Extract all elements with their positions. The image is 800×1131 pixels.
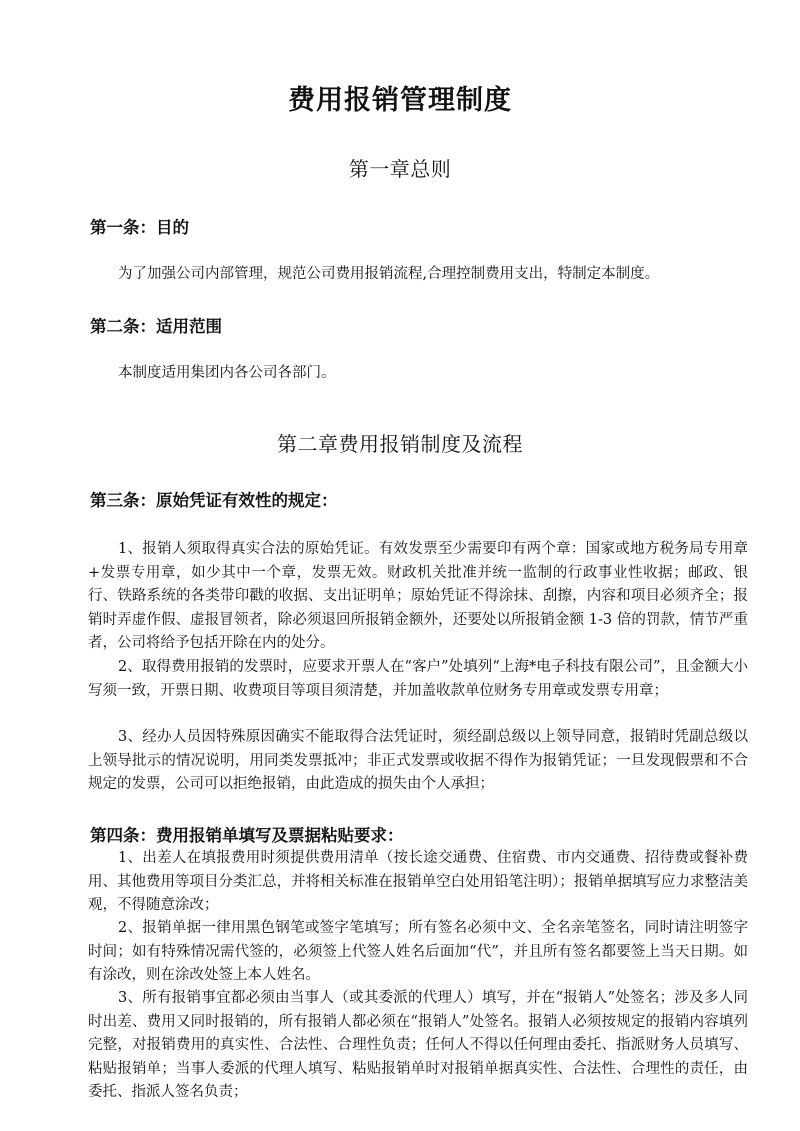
chapter-2-title: 第二章费用报销制度及流程 [277, 432, 523, 456]
article-4-item-3: 3、所有报销事宜都必须由当事人（或其委派的代理人）填写，并在“报销人”处签名；涉及多人同时出差、费用又同时报销的，所有报销人都必须在“报销人”处签名。报销人必须按规定的报销内容填列完整，对报销费用的真实性、合法性、合理性负责；任何人不得以任何理由委托、指派财务人员填写、粘贴报销单；当事人委派的代理人填写、粘贴报销单时对报销单据真实性、合法性、合理性的责任，由委托、指派人签名负责； [88, 990, 748, 1100]
article-2-text: 本制度适用集团内各公司各部门。 [118, 365, 336, 381]
article-1-heading: 第一条：目的 [90, 218, 189, 237]
article-3-item-1: 1、报销人须取得真实合法的原始凭证。有效发票至少需要印有两个章：国家或地方税务局专用章+发票专用章，如少其中一个章，发票无效。财政机关批准并统一监制的行政事业性收据；邮政、银行、铁路系统的各类带印戳的收据、支出证明单；原始凭证不得涂抹、刮擦，内容和项目必须齐全；报销时弄虚作假、虚报冒领者，除必须退回所报销金额外，还要处以所报销金额 1-3 倍的罚款，情节严重者，公司将给予包括开除在内的处分。 [88, 541, 748, 651]
article-3-heading: 第三条：原始凭证有效性的规定： [90, 491, 338, 510]
article-4-item-1: 1、出差人在填报费用时须提供费用清单（按长途交通费、住宿费、市内交通费、招待费或餐补费用、其他费用等项目分类汇总，并将相关标准在报销单空白处用铅笔注明）；报销单据填写应力求整洁美观，不得随意涂改； [88, 850, 748, 913]
document-title: 费用报销管理制度 [288, 85, 512, 116]
article-3-item-2: 2、取得费用报销的发票时，应要求开票人在“客户”处填列“上海*电子科技有限公司”，且金额大小写须一致，开票日期、收费项目等项目须清楚，并加盖收款单位财务专用章或发票专用章； [88, 659, 748, 699]
article-3-item-3: 3、经办人员因特殊原因确实不能取得合法凭证时，须经副总级以上领导同意，报销时凭副总级以上领导批示的情况说明，用同类发票抵冲；非正式发票或收据不得作为报销凭证；一旦发现假票和不合规定的发票，公司可以拒绝报销，由此造成的损失由个人承担； [88, 729, 748, 792]
chapter-1-title: 第一章总则 [348, 157, 452, 181]
article-2-heading: 第二条：适用范围 [90, 317, 222, 336]
article-4-item-2: 2、报销单据一律用黑色钢笔或签字笔填写；所有签名必须中文、全名亲笔签名，同时请注明签字时间；如有特殊情况需代签的，必须签上代签人姓名后面加“代”，并且所有签名都要签上当天日期。如有涂改，则在涂改处签上本人姓名。 [88, 920, 748, 983]
article-4-heading: 第四条：费用报销单填写及票据粘贴要求： [90, 826, 404, 845]
article-1-text: 为了加强公司内部管理，规范公司费用报销流程,合理控制费用支出，特制定本制度。 [118, 266, 660, 282]
